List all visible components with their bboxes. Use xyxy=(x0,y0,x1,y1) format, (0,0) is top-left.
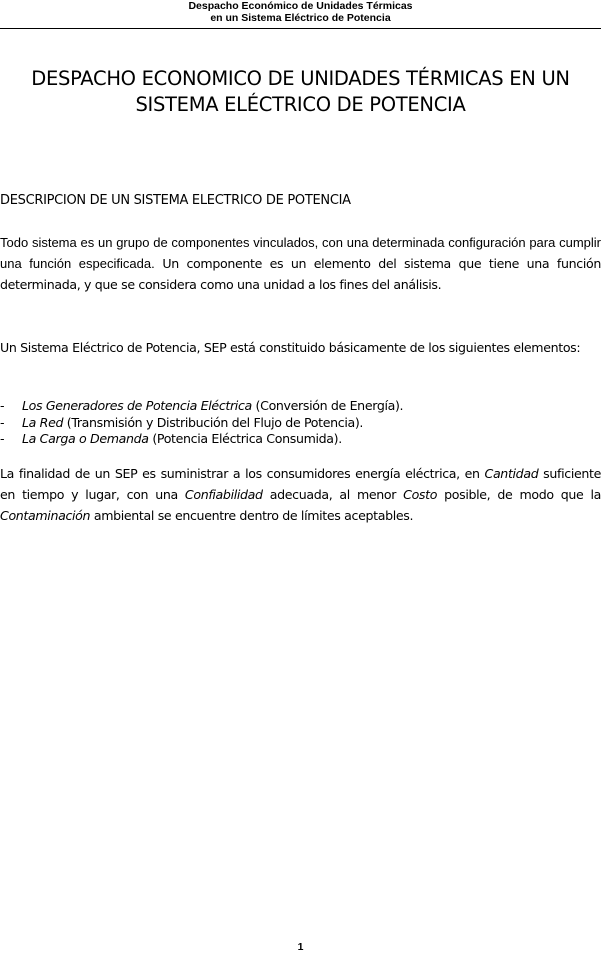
list-item xyxy=(0,415,403,432)
list-item-term: La Carga o Demanda xyxy=(22,431,149,446)
list-dash: - xyxy=(0,431,5,446)
list-item-term: La Red xyxy=(22,414,64,430)
list-item-term: Los Generadores de Potencia Eléctrica xyxy=(22,398,252,413)
header-line-1: Despacho Económico de Unidades Térmicas xyxy=(188,0,413,12)
purpose-text: adecuada, al menor xyxy=(262,487,404,502)
paragraph-sep-purpose xyxy=(0,463,601,526)
title-line-1: DESPACHO ECONOMICO DE UNIDADES TÉRMICAS EN UN xyxy=(31,67,570,90)
purpose-text: posible, de modo que la xyxy=(437,487,601,502)
list-item-description: (Transmisión y Distribución del Flujo de Potencia). xyxy=(63,414,364,430)
list-dash: - xyxy=(0,398,5,413)
running-header xyxy=(0,0,601,24)
list-item-description: (Potencia Eléctrica Consumida). xyxy=(148,431,342,446)
purpose-text: La finalidad de un SEP es suministrar a los consumidores energía eléctrica, en xyxy=(0,466,485,481)
purpose-term-contaminacion: Contaminación xyxy=(0,508,91,523)
list-item-description: (Conversión de Energía). xyxy=(251,398,404,413)
paragraph-definition-sentence-2: Un componente es un elemento del sistema que tiene una función determinada, y que se considera como una unidad a los fines del análisis. xyxy=(0,256,601,292)
list-dash: - xyxy=(0,414,5,430)
header-line-2: en un Sistema Eléctrico de Potencia xyxy=(210,12,391,24)
header-divider xyxy=(0,28,601,29)
purpose-text: ambiental se encuentre dentro de límites aceptables. xyxy=(90,508,414,523)
page-number: 1 xyxy=(297,941,304,953)
list-item xyxy=(0,398,403,415)
purpose-text: suficiente en tiempo y lugar, con una xyxy=(0,466,601,502)
paragraph-definition xyxy=(0,232,601,295)
purpose-term-costo: Costo xyxy=(403,487,438,502)
sep-elements-list xyxy=(0,398,403,448)
document-title xyxy=(0,66,601,118)
title-line-2: SISTEMA ELÉCTRICO DE POTENCIA xyxy=(135,93,466,116)
list-item xyxy=(0,431,403,448)
paragraph-definition-sentence-1: Todo sistema es un grupo de componentes vinculados, con una determinada configuración para cumplir una función especificada. xyxy=(0,235,601,271)
section-heading: DESCRIPCION DE UN SISTEMA ELECTRICO DE POTENCIA xyxy=(0,193,351,208)
purpose-term-confiabilidad: Confiabilidad xyxy=(184,487,263,502)
paragraph-sep-intro: Un Sistema Eléctrico de Potencia, SEP está constituido básicamente de los siguientes elementos: xyxy=(0,340,581,355)
purpose-term-cantidad: Cantidad xyxy=(484,466,539,481)
